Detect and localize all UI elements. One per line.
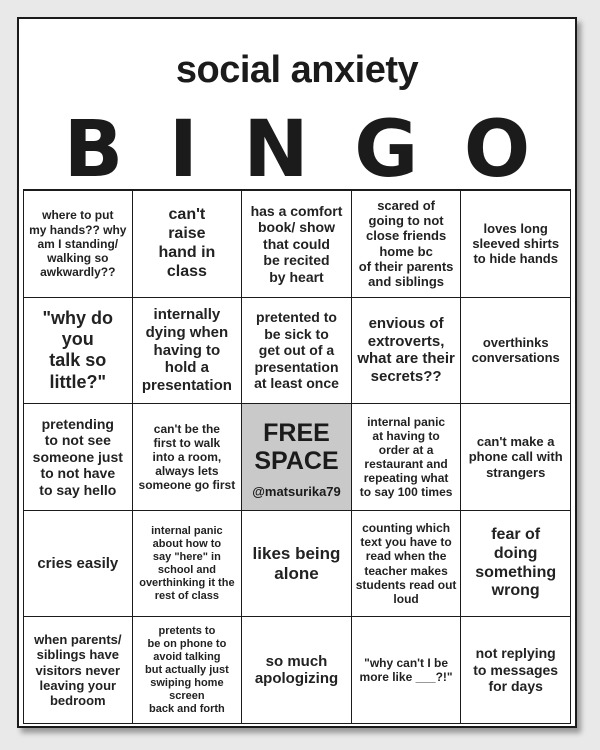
bingo-cell [461, 191, 571, 298]
bingo-letter-n: N [243, 105, 309, 195]
bingo-cell [242, 511, 352, 618]
cell-text: can't raise hand in class [158, 206, 216, 280]
bingo-cell [23, 511, 133, 618]
bingo-cell [133, 617, 243, 724]
author-handle: @matsurika79 [252, 484, 341, 500]
cell-text: pretents to be on phone to avoid talking but actually just swiping home screen back and forth [145, 624, 229, 715]
card-title: social anxiety [175, 49, 419, 91]
bingo-cell [23, 191, 133, 298]
cell-text: envious of extroverts, what are their secrets?? [357, 315, 455, 386]
cell-text: cries easily [37, 554, 119, 572]
cell-text: can't make a phone call with strangers [468, 434, 563, 480]
cell-text: where to put my hands?? why am I standing/ walking so awkwardly?? [29, 208, 127, 280]
bingo-cell [242, 298, 352, 405]
cell-text: internally dying when having to hold a presentation [141, 306, 232, 394]
cell-text: so much apologizing [254, 652, 339, 688]
bingo-cell [461, 617, 571, 724]
bingo-letter-g: G [354, 105, 419, 195]
cell-text: pretented to be sick to get out of a presentation at least once [254, 309, 339, 392]
bingo-cell [133, 404, 243, 511]
bingo-cell [352, 511, 462, 618]
cell-text: "why can't I be more like ___?!" [359, 656, 453, 685]
cell-text: not replying to messages for days [473, 645, 559, 695]
bingo-card [17, 17, 577, 728]
bingo-letter-o: O [463, 105, 531, 195]
cell-text: internal panic at having to order at a restaurant and repeating what to say 100 times [359, 414, 453, 500]
bingo-cell [242, 617, 352, 724]
bingo-grid [23, 189, 571, 724]
cell-text: overthinks conversations [471, 335, 560, 366]
bingo-letter-i: I [168, 105, 198, 195]
free-space-cell [242, 404, 352, 511]
bingo-cell [352, 298, 462, 405]
cell-text: when parents/ siblings have visitors never leaving your bedroom [34, 631, 122, 709]
bingo-cell [23, 298, 133, 405]
bingo-letter-b: B [63, 105, 124, 195]
bingo-cell [23, 617, 133, 724]
bingo-cell [133, 511, 243, 618]
cell-text: fear of doing something wrong [475, 525, 557, 600]
bingo-cell [352, 404, 462, 511]
bingo-header [19, 105, 575, 195]
bingo-cell [461, 511, 571, 618]
cell-text: counting which text you have to read when the teacher makes students read out loud [355, 521, 457, 606]
cell-text: scared of going to not close friends home bc of their parents and siblings [358, 197, 454, 290]
cell-text: likes being alone [252, 543, 341, 583]
bingo-cell [461, 298, 571, 405]
bingo-cell [23, 404, 133, 511]
bingo-cell [352, 191, 462, 298]
cell-text: internal panic about how to say "here" in school and overthinking it the rest of class [139, 524, 235, 602]
free-space-label: FREE SPACE [254, 418, 339, 476]
bingo-cell [242, 191, 352, 298]
bingo-cell [461, 404, 571, 511]
cell-text: pretending to not see someone just to not have to say hello [32, 415, 123, 498]
cell-text: has a comfort book/ show that could be recited by heart [250, 202, 343, 285]
bingo-cell [133, 298, 243, 405]
cell-text: loves long sleeved shirts to hide hands [472, 220, 560, 267]
bingo-cell [352, 617, 462, 724]
cell-text: can't be the first to walk into a room, always lets someone go first [138, 421, 236, 493]
bingo-cell [133, 191, 243, 298]
cell-text: "why do you talk so little?" [42, 307, 114, 392]
